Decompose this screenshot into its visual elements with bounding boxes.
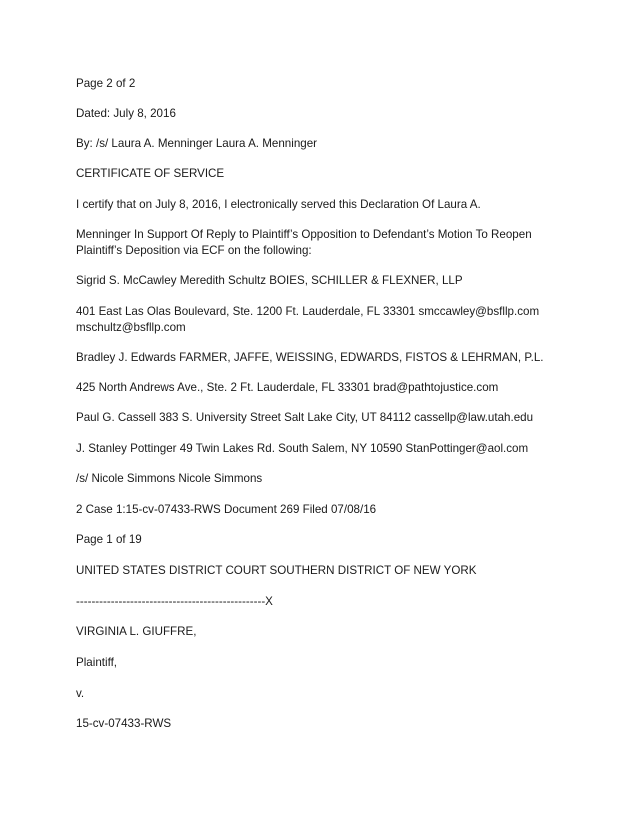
service-recipient-2-name: Bradley J. Edwards FARMER, JAFFE, WEISSING, EDWARDS, FISTOS & LEHRMAN, P.L. [76, 351, 544, 364]
certificate-heading: CERTIFICATE OF SERVICE [76, 167, 225, 180]
signature-line: By: /s/ Laura A. Menninger Laura A. Menninger [76, 137, 318, 150]
caption-divider: -------------------------------------------------X [76, 595, 273, 608]
plaintiff-label: Plaintiff, [76, 656, 118, 669]
service-recipient-1-name: Sigrid S. McCawley Meredith Schultz BOIES, SCHILLER & FLEXNER, LLP [76, 274, 463, 287]
service-recipient-3: Paul G. Cassell 383 S. University Street Salt Lake City, UT 84112 cassellp@law.utah.edu [76, 411, 534, 424]
plaintiff-name: VIRGINIA L. GIUFFRE, [76, 625, 197, 638]
dated-line: Dated: July 8, 2016 [76, 107, 176, 120]
page-number-top: Page 2 of 2 [76, 77, 136, 90]
declaration-description: Menninger In Support Of Reply to Plaintiff’s Opposition to Defendant’s Motion To Reopen Plaintiff’s Deposition via ECF on the following: [76, 228, 532, 257]
certification-statement: I certify that on July 8, 2016, I electronically served this Declaration Of Laura A. [76, 198, 481, 211]
service-recipient-4: J. Stanley Pottinger 49 Twin Lakes Rd. South Salem, NY 10590 StanPottinger@aol.com [76, 442, 529, 455]
case-number: 15-cv-07433-RWS [76, 717, 172, 730]
versus-label: v. [76, 687, 85, 700]
service-recipient-1-address: 401 East Las Olas Boulevard, Ste. 1200 Ft. Lauderdale, FL 33301 smccawley@bsfllp.com mschultz@bsfllp.com [76, 305, 540, 334]
server-signature: /s/ Nicole Simmons Nicole Simmons [76, 472, 263, 485]
court-name: UNITED STATES DISTRICT COURT SOUTHERN DISTRICT OF NEW YORK [76, 564, 477, 577]
case-header: 2 Case 1:15-cv-07433-RWS Document 269 Filed 07/08/16 [76, 503, 377, 516]
page-number-bottom: Page 1 of 19 [76, 533, 142, 546]
service-recipient-2-address: 425 North Andrews Ave., Ste. 2 Ft. Lauderdale, FL 33301 brad@pathtojustice.com [76, 381, 499, 394]
